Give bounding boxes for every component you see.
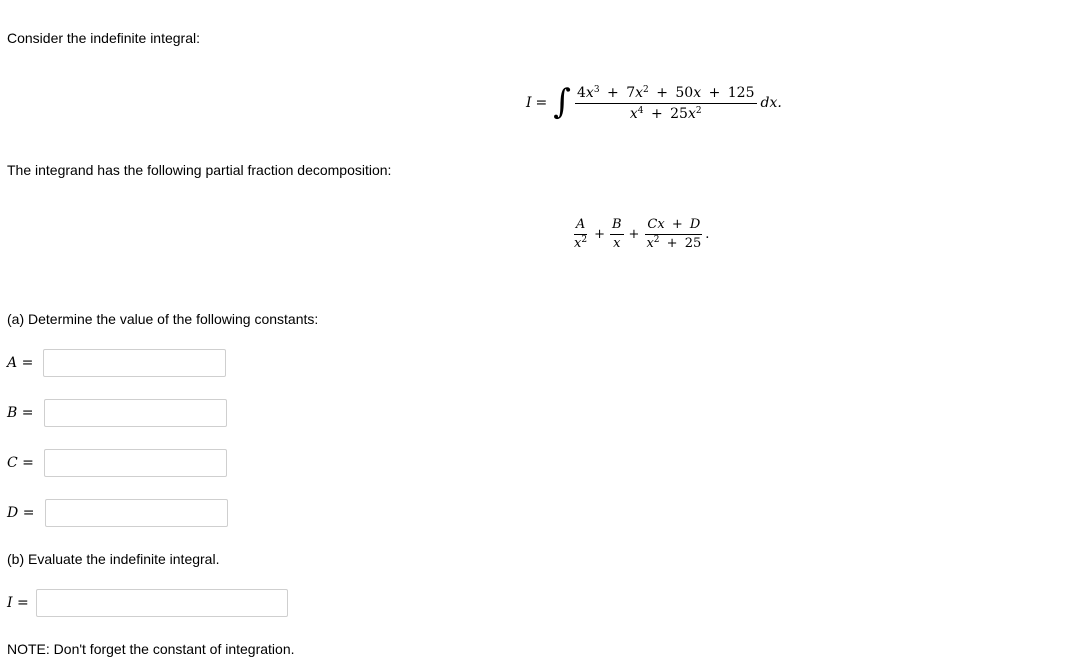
intro-text: Consider the indefinite integral: — [7, 30, 201, 46]
integral-equals: = — [535, 95, 548, 111]
answer-input-d[interactable] — [45, 499, 228, 527]
pfd-expression — [572, 213, 709, 255]
integrand-fraction — [575, 85, 757, 122]
pfd-plus-1: + — [594, 226, 605, 242]
note-text: NOTE: Don't forget the constant of integration. — [7, 641, 295, 657]
answer-input-b[interactable] — [44, 399, 227, 427]
label-b: B = — [7, 405, 34, 421]
integral-differential: dx. — [760, 95, 782, 111]
part-a-text: (a) Determine the value of the following constants: — [7, 311, 319, 327]
pfd-fraction-b: $\frac{B}{x}$ — [611, 216, 622, 251]
answer-input-a[interactable] — [43, 349, 226, 377]
integral-expression — [526, 80, 782, 126]
pfd-period: . — [705, 226, 710, 242]
label-d: D = — [7, 505, 35, 521]
pfd-fraction-cd: $\frac{Cx + D}{x^2 + 25}$ — [646, 216, 702, 251]
answer-input-integral[interactable] — [36, 589, 288, 617]
pfd-fraction-a: $\frac{A}{x^2}$ — [574, 216, 588, 251]
answer-input-c[interactable] — [44, 449, 227, 477]
part-b-text: (b) Evaluate the indefinite integral. — [7, 551, 220, 567]
label-i: I = — [7, 595, 29, 611]
integral-lhs-var: I — [526, 95, 532, 111]
pfd-text: The integrand has the following partial fraction decomposition: — [7, 162, 392, 178]
label-c: C = — [7, 455, 34, 471]
integrand-numerator: $4x^3 + 7x^2 + 50x + 125$ — [575, 85, 757, 104]
pfd-plus-2: + — [628, 226, 640, 242]
label-a: A = — [7, 355, 34, 371]
integral-sign: ∫ — [553, 82, 571, 122]
integrand-denominator: $x^4 + 25x^2$ — [629, 105, 702, 122]
